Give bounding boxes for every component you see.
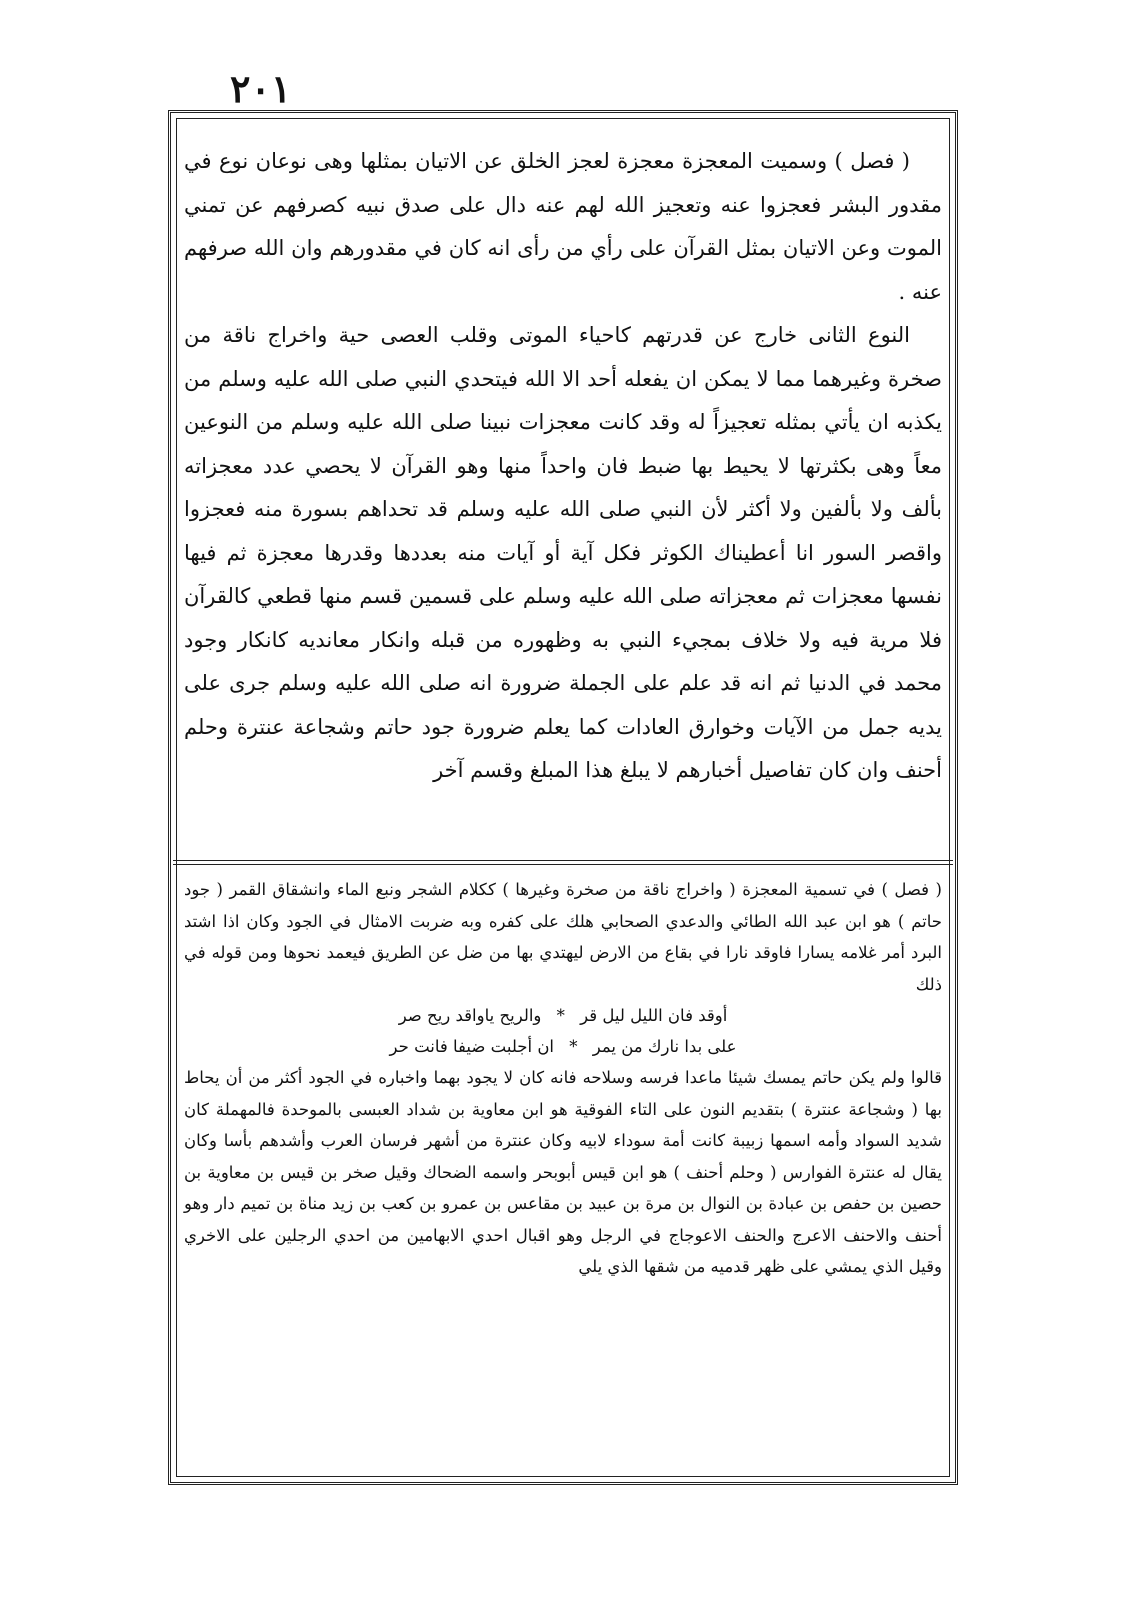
verse-line-1 [184, 1000, 942, 1031]
commentary-paragraph-1: ( فصل ) في تسمية المعجزة ( واخراج ناقة من صخرة وغيرها ) ككلام الشجر ونبع الماء وانشقاق القمر ( جود حاتم ) هو ابن عبد الله الطائي والدعدي الصحابي هلك على كفره وبه ضربت الامثال في الجود وكان اذا اشتد البرد أمر غلامه يسارا فاوقد نارا في بقاع من الارض ليهتدي بها من ضل عن الطريق فيعمد نحوها ومن قوله في ذلك [184, 880, 942, 994]
main-paragraph-1: ( فصل ) وسميت المعجزة معجزة لعجز الخلق عن الاتيان بمثلها وهى نوعان نوع في مقدور البشر فعجزوا عنه وتعجيز الله لهم عنه دال على صدق نبيه كصرفهم عن تمني الموت وعن الاتيان بمثل القرآن على رأي من رأى انه كان في مقدورهم وان الله صرفهم عنه . [184, 149, 942, 304]
verse-2-first-hemistich: على بدا نارك من يمر [592, 1037, 737, 1056]
verse-separator: * [556, 1006, 565, 1025]
verse-line-2 [184, 1031, 942, 1062]
commentary [184, 874, 942, 1283]
main-paragraph-2: النوع الثانى خارج عن قدرتهم كاحياء الموتى وقلب العصى حية واخراج ناقة من صخرة وغيرهما مما لا يمكن ان يفعله أحد الا الله فيتحدي النبي صلى الله عليه وسلم من يكذبه ان يأتي بمثله تعجيزاً له وقد كانت معجزات نبينا صلى الله عليه وسلم من النوعين معاً وهى بكثرتها لا يحيط بها ضبط فان واحداً منها وهو القرآن لا يحصي عدد معجزاته بألف ولا بألفين ولا أكثر لأن النبي صلى الله عليه وسلم قد تحداهم بسورة منه فعجزوا واقصر السور انا أعطيناك الكوثر فكل آية أو آيات منه بعددها وقدرها معجزة ثم فيها نفسها معجزات ثم معجزاته صلى الله عليه وسلم على قسمين قسم منها قطعي كالقرآن فلا مرية فيه ولا خلاف بمجيء النبي به وظهوره من قبله وانكار معانديه كانكار وجود محمد في الدنيا ثم انه قد علم على الجملة ضرورة انه صلى الله عليه وسلم جرى على يديه جمل من الآيات وخوارق العادات كما يعلم ضرورة جود حاتم وشجاعة عنترة وحلم أحنف وان كان تفاصيل أخبارهم لا يبلغ هذا المبلغ وقسم آخر [184, 323, 942, 782]
section-divider [173, 860, 953, 865]
main-text [184, 140, 942, 793]
commentary-paragraph-2: قالوا ولم يكن حاتم يمسك شيئا ماعدا فرسه وسلاحه فانه كان لا يجود بهما واخباره في الجود أكثر من أن يحاط بها ( وشجاعة عنترة ) بتقديم النون على التاء الفوقية هو ابن معاوية بن شداد العبسى بالموحدة فالمهملة كان شديد السواد وأمه اسمها زبيبة كانت أمة سوداء لابيه وكان عنترة من أشهر فرسان العرب وأشدهم بأسا وكان يقال له عنترة الفوارس ( وحلم أحنف ) هو ابن قيس أبوبحر واسمه الضحاك وقيل صخر بن قيس بن معاوية بن حصين بن حفص بن عبادة بن النوال بن مرة بن عبيد بن مقاعس بن عمرو بن كعب بن زيد مناة بن تميم دار وهو أحنف والاحنف الاعرج والحنف الاعوجاج في الرجل وهو اقبال احدي الابهامين من احدي الرجلين على الاخري وقيل الذي يمشي على ظهر قدميه من شقها الذي يلي [184, 1068, 942, 1276]
verse-separator: * [569, 1037, 578, 1056]
verse-1-second-hemistich: والريح ياواقد ريح صر [398, 1006, 542, 1025]
verse-1-first-hemistich: أوقد فان الليل ليل قر [580, 1006, 728, 1025]
page-number: ٢٠١ [230, 66, 292, 111]
verse-2-second-hemistich: ان أجلبت ضيفا فانت حر [389, 1037, 555, 1056]
